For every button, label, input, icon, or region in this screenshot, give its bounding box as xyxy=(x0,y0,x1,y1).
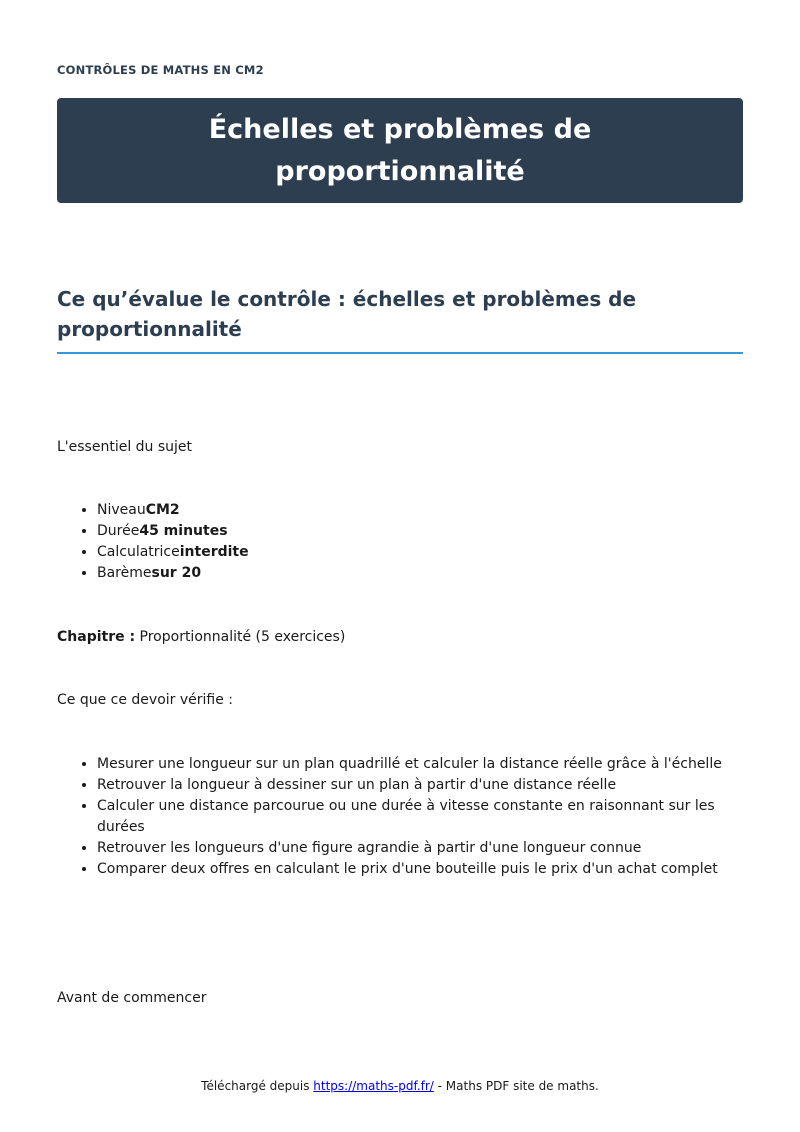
fact-key: Durée xyxy=(97,523,140,539)
fact-item-calculatrice xyxy=(97,542,743,563)
verifie-label: Ce que ce devoir vérifie : xyxy=(57,692,234,708)
fact-item-bareme xyxy=(97,563,743,584)
chapitre-value: Proportionnalité (5 exercices) xyxy=(135,629,346,645)
chapitre-label: Chapitre : xyxy=(57,629,136,645)
page-kicker: CONTRÔLES DE MATHS EN CM2 xyxy=(57,63,264,77)
section-heading: Ce qu’évalue le contrôle : échelles et problèmes de proportionnalité xyxy=(57,284,743,354)
chapitre-line xyxy=(57,627,345,648)
avant-label: Avant de commencer xyxy=(57,990,207,1006)
fact-item-niveau xyxy=(97,500,743,521)
objective-item: • Calculer une distance parcourue ou une durée à vitesse constante en raisonnant sur les durées xyxy=(97,796,743,838)
fact-key: Niveau xyxy=(97,502,146,518)
footer-suffix: - Maths PDF site de maths. xyxy=(433,1079,599,1093)
fact-value: sur 20 xyxy=(151,565,202,581)
fact-value: CM2 xyxy=(145,502,180,518)
title-banner xyxy=(57,98,743,203)
fact-value: 45 minutes xyxy=(139,523,228,539)
fact-key: Calculatrice xyxy=(97,544,180,560)
objective-item: • Mesurer une longueur sur un plan quadrillé et calculer la distance réelle grâce à l'échelle xyxy=(97,754,743,775)
footer-prefix: Téléchargé depuis xyxy=(201,1079,314,1093)
facts-list xyxy=(57,500,743,584)
fact-value: interdite xyxy=(179,544,249,560)
objective-item: • Retrouver les longueurs d'une figure agrandie à partir d'une longueur connue xyxy=(97,838,743,859)
fact-item-duree xyxy=(97,521,743,542)
objectives-list xyxy=(57,754,743,880)
page-title: Échelles et problèmes de proportionnalité xyxy=(208,113,592,187)
essentiel-label: L'essentiel du sujet xyxy=(57,439,193,455)
objective-item: • Comparer deux offres en calculant le prix d'une bouteille puis le prix d'un achat complet xyxy=(97,859,743,880)
footer-link[interactable]: https://maths-pdf.fr/ xyxy=(313,1079,434,1093)
fact-key: Barème xyxy=(97,565,152,581)
page-footer xyxy=(0,1079,800,1093)
objective-item: • Retrouver la longueur à dessiner sur un plan à partir d'une distance réelle xyxy=(97,775,743,796)
